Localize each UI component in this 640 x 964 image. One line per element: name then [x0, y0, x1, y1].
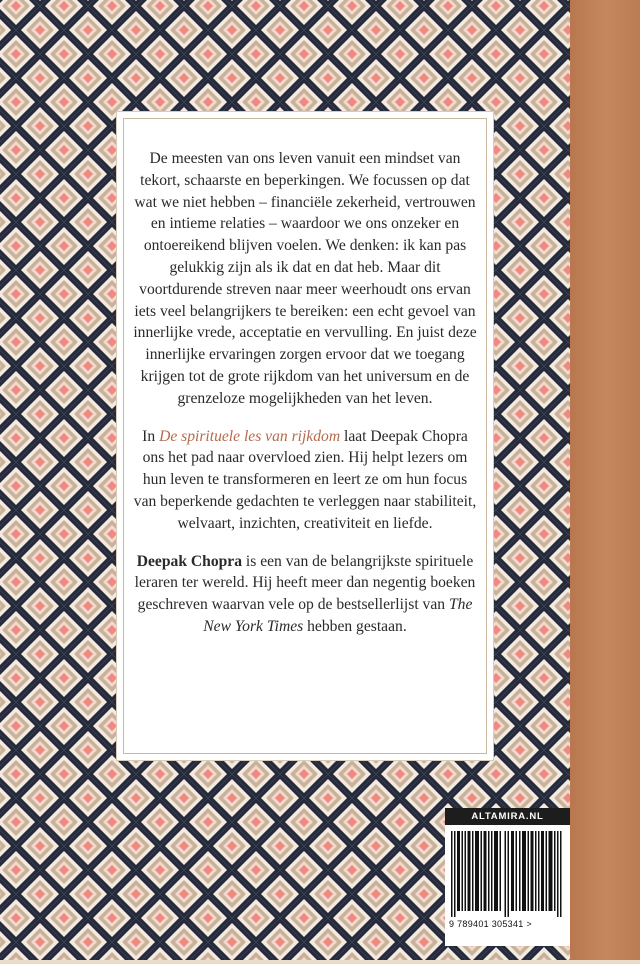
book-title: De spirituele les van rijkdom	[159, 427, 341, 445]
p2-rest: laat Deepak Chopra ons het pad naar overvloed zien. Hij helpt lezers om hun leven te transformeren en leert ze om hun focus van beperkende gedachten te verleggen naar stabiliteit, welvaart, inzichten, creativiteit en liefde.	[133, 427, 477, 532]
book-spine-edge	[570, 0, 640, 960]
p2-prefix: In	[142, 427, 160, 445]
author-name: Deepak Chopra	[136, 552, 243, 570]
newspaper-title: The New York Times	[203, 596, 473, 635]
blurb-paragraph-3	[131, 551, 479, 638]
blurb-text	[131, 148, 479, 654]
p3-middle: is een van de belangrijkste spirituele leraren ter wereld. Hij heeft meer dan negentig boeken geschreven waarvan vele op de bestsellerlijst van	[134, 552, 476, 614]
p3-end: hebben gestaan.	[303, 617, 407, 635]
isbn-number: 9 789401 305341 >	[449, 919, 532, 929]
barcode-box	[445, 808, 570, 946]
blurb-panel	[117, 112, 493, 760]
blurb-paragraph-2	[131, 426, 479, 535]
isbn-barcode	[449, 831, 566, 917]
blurb-paragraph-1: De meesten van ons leven vanuit een mindset van tekort, schaarste en beperkingen. We focussen op dat wat we niet hebben – financiële zekerheid, vertrouwen en intieme relaties – waardoor we ons onzeker en ontoereikend blijven voelen. We denken: ik kan pas gelukkig zijn als ik dat en dat heb. Maar dit voortdurende streven naar meer weerhoudt ons ervan iets veel belangrijkers te bereiken: een echt gevoel van innerlijke vrede, acceptatie en vervulling. En juist deze innerlijke ervaringen zorgen ervoor dat we toegang krijgen tot de grote rijkdom van het universum en de grenzeloze mogelijkheden van het leven.	[133, 150, 477, 407]
publisher-website: ALTAMIRA.NL	[445, 808, 570, 825]
